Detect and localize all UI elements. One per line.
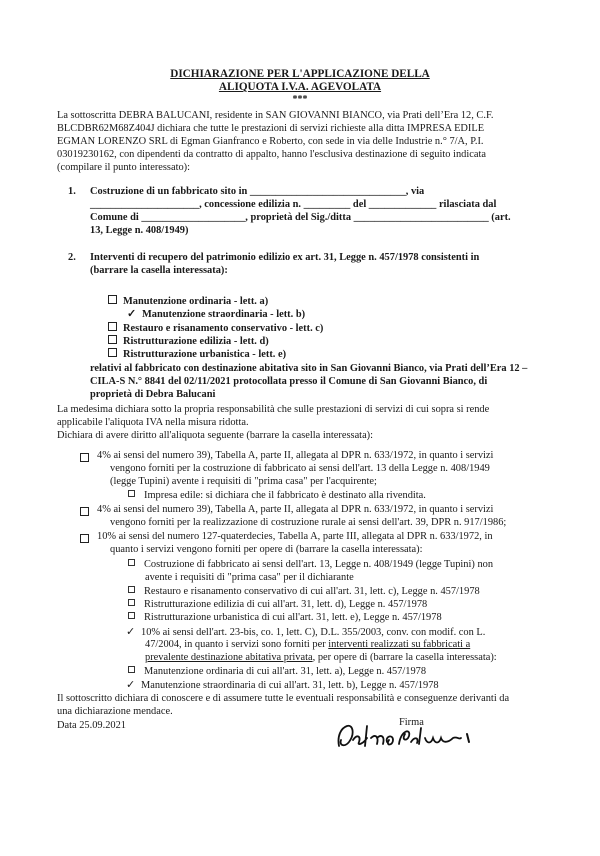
item-1-line: _____________________, concessione edilizia n. _________ del _____________ rilasciata dal bbox=[90, 199, 497, 210]
item-1-number: 1. bbox=[68, 186, 76, 197]
relativi-line: CILA-S N.° 8841 del 02/11/2021 protocollata presso il Comune di San Giovanni Bianco, di bbox=[90, 376, 488, 387]
sub-option-manutenzione-straordinaria[interactable]: ✓ Manutenzione straordinaria di cui all'art. 31, lett. b), Legge n. 457/1978 bbox=[126, 679, 439, 691]
aliquota-4-costruzione-line: (legge Tupini) avente i requisiti di "prima casa" per l'acquirente; bbox=[110, 476, 377, 487]
closing-line: una dichiarazione mendace. bbox=[57, 706, 173, 717]
medesima-line: applicabile l'aliquota IVA nella misura ridotta. bbox=[57, 417, 249, 428]
checkbox-empty-icon[interactable] bbox=[128, 666, 135, 673]
checkbox-empty-icon[interactable] bbox=[108, 322, 117, 331]
option-ristrutturazione-edilizia[interactable]: Ristrutturazione edilizia - lett. d) bbox=[108, 335, 269, 348]
relativi-line: relativi al fabbricato con destinazione abitativa sito in San Giovanni Bianco, via Prati dell’Era 12 – bbox=[90, 363, 528, 374]
checkmark-icon[interactable]: ✓ bbox=[126, 679, 136, 691]
sub-option-manutenzione-ordinaria[interactable]: Manutenzione ordinaria di cui all'art. 31, lett. a), Legge n. 457/1978 bbox=[128, 666, 426, 678]
option-restauro[interactable]: Restauro e risanamento conservativo - lett. c) bbox=[108, 322, 323, 335]
aliquota-4-rurale-line: 4% ai sensi del numero 39), Tabella A, parte II, allegata al DPR n. 633/1972, in quanto i servizi bbox=[97, 504, 494, 515]
item-2-line: Interventi di recupero del patrimonio edilizio ex art. 31, Legge n. 457/1978 consistenti in bbox=[90, 252, 480, 263]
sub-option-impresa-edile[interactable]: Impresa edile: si dichiara che il fabbricato è destinato alla rivendita. bbox=[128, 490, 426, 502]
checkbox-empty-icon[interactable] bbox=[108, 295, 117, 304]
intro-line: 03019230162, con dipendenti da contratto di appalto, hanno l'esclusiva destinazione di seguito indicata bbox=[57, 149, 486, 160]
medesima-line: La medesima dichiara sotto la propria responsabilità che sulle prestazioni di servizi di cui sopra si rende bbox=[57, 404, 490, 415]
checkbox-empty-icon[interactable] bbox=[80, 534, 89, 543]
handwritten-signature bbox=[335, 716, 485, 756]
closing-line: Il sottoscritto dichiara di conoscere e di assumere tutte le eventuali responsabilità e conseguenze derivanti da bbox=[57, 693, 510, 704]
sub-option-ristrutturazione-urbanistica[interactable]: Ristrutturazione urbanistica di cui all'art. 31, lett. e), Legge n. 457/1978 bbox=[128, 612, 442, 624]
aliquota-4-rurale-line: vengono forniti per la realizzazione di costruzione rurale ai sensi dell'art. 39, DPR n. 917/1986; bbox=[110, 517, 507, 528]
aliquota-4-costruzione-line: 4% ai sensi del numero 39), Tabella A, parte II, allegata al DPR n. 633/1972, in quanto i servizi bbox=[97, 450, 494, 461]
aliquota-10-line: quanto i servizi vengono forniti per opere di (barrare la casella interessata): bbox=[110, 544, 423, 555]
item-1-line: 13, Legge n. 408/1949) bbox=[90, 225, 189, 236]
item-1-line: Comune di ____________________, proprietà del Sig./ditta __________________________ (art. bbox=[90, 212, 511, 223]
sub-option-10-percent-dl355-cont: 47/2004, in quanto i servizi sono forniti per interventi realizzati su fabbricati a bbox=[145, 639, 471, 650]
intro-line: (compilare il punto interessato): bbox=[57, 162, 191, 173]
aliquota-10-line: 10% ai sensi del numero 127-quaterdecies, Tabella A, parte III, allegata al DPR n. 633/1972, in bbox=[97, 531, 493, 542]
aliquota-4-costruzione-line: vengono forniti per la costruzione di fabbricato ai sensi dell'art. 13 della Legge n. 408/1949 bbox=[110, 463, 490, 474]
intro-line: EGMAN LORENZO SRL di Egman Gianfranco e Roberto, con sede in via delle Industrie n.° 7/A, P.I. bbox=[57, 136, 484, 147]
option-ristrutturazione-urbanistica[interactable]: Ristrutturazione urbanistica - lett. e) bbox=[108, 348, 286, 361]
signature-label: Firma bbox=[399, 717, 424, 728]
sub-option-restauro[interactable]: Restauro e risanamento conservativo di cui all'art. 31, lett. c), Legge n. 457/1978 bbox=[128, 586, 480, 598]
checkmark-icon[interactable]: ✓ bbox=[127, 308, 137, 320]
intro-line: BLCDBR62M68Z404J dichiara che tutte le prestazioni di servizi richieste alla ditta IMPRESA EDILE bbox=[57, 123, 485, 134]
sub-option-costruzione-tupini-cont: avente i requisiti di "prima casa" per il dichiarante bbox=[145, 572, 354, 583]
relativi-line: proprietà di Debra Balucani bbox=[90, 389, 216, 400]
checkbox-empty-icon[interactable] bbox=[128, 599, 135, 606]
checkbox-empty-icon[interactable] bbox=[108, 335, 117, 344]
checkbox-empty-icon[interactable] bbox=[108, 348, 117, 357]
checkmark-icon[interactable]: ✓ bbox=[126, 626, 136, 638]
sub-option-10-percent-dl355-cont: prevalente destinazione abitativa privata, per opere di (barrare la casella interessata): bbox=[145, 652, 497, 663]
sub-option-costruzione-tupini[interactable]: Costruzione di fabbricato ai sensi dell'art. 13, Legge n. 408/1949 (legge Tupini) non bbox=[128, 559, 493, 571]
medesima-line: Dichiara di avere diritto all'aliquota seguente (barrare la casella interessata): bbox=[57, 430, 374, 441]
sub-option-10-percent-dl355[interactable]: ✓ 10% ai sensi dell'art. 23-bis, co. 1, lett. C), D.L. 355/2003, conv. con modif. con L. bbox=[126, 626, 486, 638]
item-2-line: (barrare la casella interessata): bbox=[90, 265, 228, 276]
document-title-line-1: DICHIARAZIONE PER L'APPLICAZIONE DELLA bbox=[170, 68, 430, 80]
checkbox-empty-icon[interactable] bbox=[128, 612, 135, 619]
option-manutenzione-straordinaria[interactable]: ✓ Manutenzione straordinaria - lett. b) bbox=[127, 308, 306, 320]
sub-option-ristrutturazione-edilizia[interactable]: Ristrutturazione edilizia di cui all'art. 31, lett. d), Legge n. 457/1978 bbox=[128, 599, 427, 611]
document-date: Data 25.09.2021 bbox=[57, 720, 126, 731]
checkbox-empty-icon[interactable] bbox=[128, 559, 135, 566]
item-1-line: Costruzione di un fabbricato sito in ______________________________, via bbox=[90, 186, 425, 197]
option-manutenzione-ordinaria[interactable]: Manutenzione ordinaria - lett. a) bbox=[108, 295, 268, 308]
title-separator-stars: *** bbox=[292, 94, 308, 105]
document-title-line-2: ALIQUOTA I.V.A. AGEVOLATA bbox=[218, 81, 382, 93]
checkbox-empty-icon[interactable] bbox=[80, 507, 89, 516]
checkbox-empty-icon[interactable] bbox=[128, 490, 135, 497]
checkbox-empty-icon[interactable] bbox=[128, 586, 135, 593]
item-2-number: 2. bbox=[68, 252, 76, 263]
checkbox-empty-icon[interactable] bbox=[80, 453, 89, 462]
intro-line: La sottoscritta DEBRA BALUCANI, residente in SAN GIOVANNI BIANCO, via Prati dell’Era 12, C.F. bbox=[57, 110, 494, 121]
